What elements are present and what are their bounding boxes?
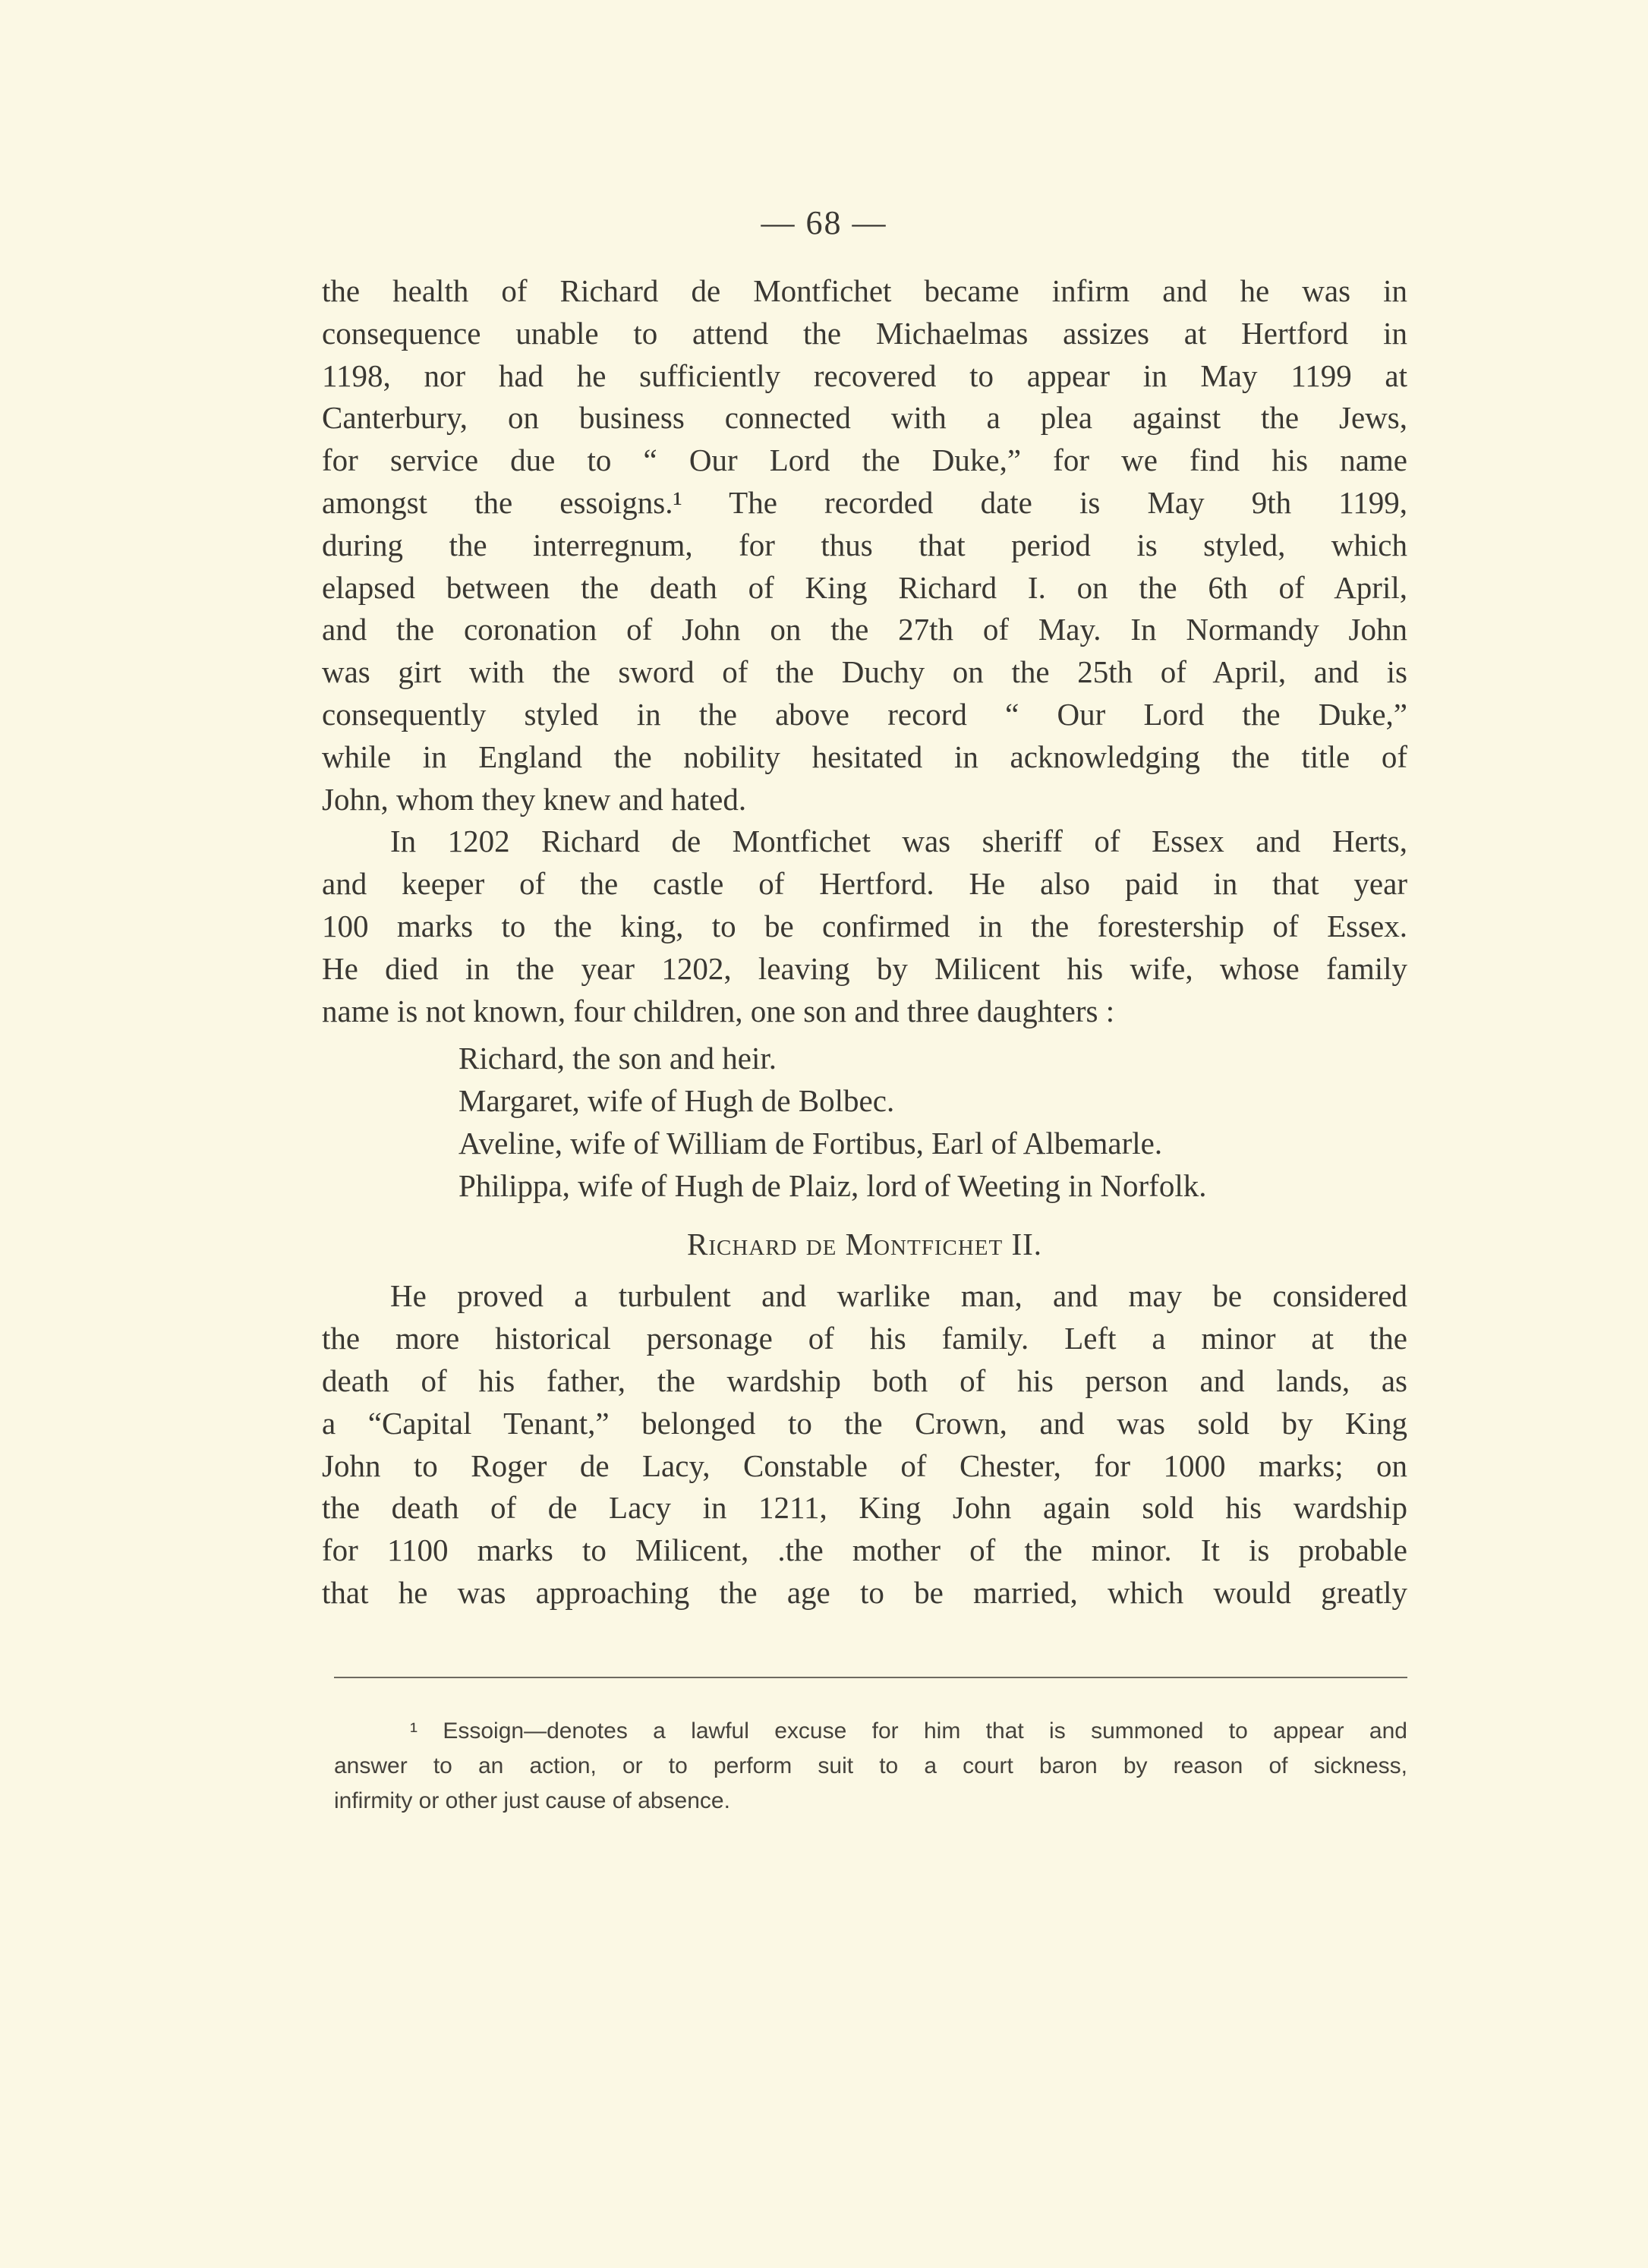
list-item: Aveline, wife of William de Fortibus, Earl of Albemarle.	[458, 1126, 1163, 1161]
paragraph-richard-ii	[322, 1275, 1407, 1614]
paragraph-continuation	[322, 270, 1407, 821]
text-line: that he was approaching the age to be married, which would greatly	[322, 1574, 1407, 1610]
text-line: the health of Richard de Montfichet became infirm and he was in	[322, 273, 1407, 308]
text-line: In 1202 Richard de Montfichet was sheriff of Essex and Herts,	[390, 824, 1407, 859]
text-line: He died in the year 1202, leaving by Milicent his wife, whose family	[322, 950, 1407, 986]
children-list	[322, 1037, 1407, 1207]
text-line: a “Capital Tenant,” belonged to the Crown, and was sold by King	[322, 1405, 1407, 1441]
list-item: Richard, the son and heir.	[458, 1041, 777, 1076]
footnote-line: ¹ Essoign—denotes a lawful excuse for him that is summoned to appear and	[410, 1718, 1407, 1744]
footnote-divider	[334, 1677, 1407, 1678]
text-line: name is not known, four children, one son and three daughters :	[322, 993, 1115, 1028]
footnote-line: answer to an action, or to perform suit to a court baron by reason of sickness,	[334, 1753, 1407, 1778]
text-line: during the interregnum, for thus that period is styled, which	[322, 527, 1407, 562]
text-line: was girt with the sword of the Duchy on the 25th of April, and is	[322, 654, 1407, 690]
footnote	[334, 1714, 1407, 1819]
text-line: while in England the nobility hesitated in acknowledging the title of	[322, 739, 1407, 774]
page-number: — 68 —	[761, 204, 887, 241]
text-line: the death of de Lacy in 1211, King John again sold his wardship	[322, 1490, 1407, 1526]
text-line: amongst the essoigns.¹ The recorded date is May 9th 1199,	[322, 484, 1407, 520]
section-heading	[322, 1217, 1407, 1271]
list-item: Philippa, wife of Hugh de Plaiz, lord of Weeting in Norfolk.	[458, 1168, 1207, 1204]
text-line: death of his father, the wardship both of his person and lands, as	[322, 1362, 1407, 1398]
text-line: 1198, nor had he sufficiently recovered to appear in May 1199 at	[322, 358, 1407, 393]
text-line: for service due to “ Our Lord the Duke,” for we find his name	[322, 443, 1407, 478]
text-line: and the coronation of John on the 27th of May. In Normandy John	[322, 612, 1407, 647]
body-text	[322, 270, 1407, 1614]
text-line: consequently styled in the above record “ Our Lord the Duke,”	[322, 696, 1407, 732]
text-line: consequence unable to attend the Michaelmas assizes at Hertford in	[322, 315, 1407, 351]
footnote-line: infirmity or other just cause of absence.	[334, 1788, 730, 1813]
list-item: Margaret, wife of Hugh de Bolbec.	[458, 1083, 895, 1119]
text-line: Canterbury, on business connected with a plea against the Jews,	[322, 400, 1407, 436]
text-line: for 1100 marks to Milicent, .the mother of the minor. It is probable	[322, 1532, 1407, 1568]
text-line: and keeper of the castle of Hertford. He also paid in that year	[322, 866, 1407, 902]
text-line: He proved a turbulent and warlike man, and may be considered	[390, 1278, 1407, 1314]
paragraph-sheriff	[322, 821, 1407, 1032]
text-line: John to Roger de Lacy, Constable of Chester, for 1000 marks; on	[322, 1447, 1407, 1483]
text-line: elapsed between the death of King Richard I. on the 6th of April,	[322, 569, 1407, 605]
section-heading-text: Richard de Montfichet II.	[686, 1227, 1043, 1262]
text-line: 100 marks to the king, to be confirmed in the forestership of Essex.	[322, 908, 1407, 943]
text-line: John, whom they knew and hated.	[322, 781, 747, 817]
text-line: the more historical personage of his family. Left a minor at the	[322, 1321, 1407, 1356]
